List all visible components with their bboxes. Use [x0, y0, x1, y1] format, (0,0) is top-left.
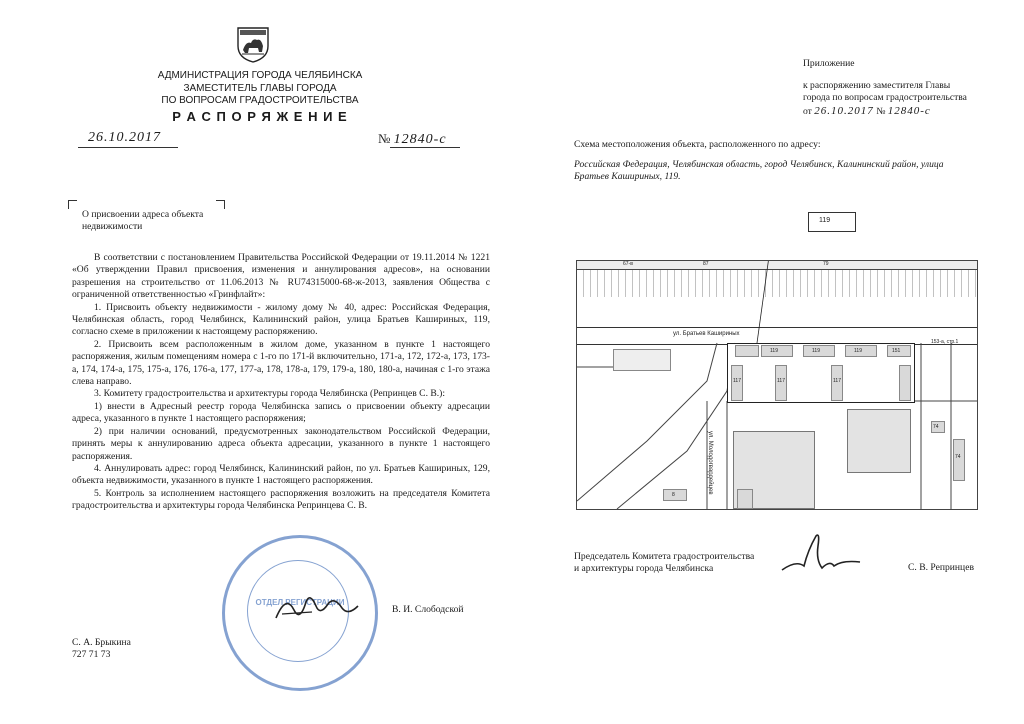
street-label-kashirinykh: ул. Братьев Кашириных [673, 331, 740, 337]
order-date: 26.10.2017 [88, 130, 161, 145]
building-74b: 74 [953, 439, 965, 481]
paragraph-item-3-1: 1) внести в Адресный реестр города Челябинска запись о присвоении объекту адресации адреса, указанного в пункте 1 настоящего распоряжения; [72, 400, 490, 425]
gray-block-3 [613, 349, 671, 371]
subject-bracket [68, 200, 77, 209]
date-underline [78, 147, 178, 148]
building-119a: 119 [761, 345, 793, 357]
header-line-1: АДМИНИСТРАЦИЯ ГОРОДА ЧЕЛЯБИНСКА [157, 70, 363, 81]
building-151: 151 [887, 345, 911, 357]
executor-block [72, 637, 131, 662]
building-110 [735, 345, 759, 357]
building-117a: 117 [731, 365, 743, 401]
paragraph-item-3: 3. Комитету градостроительства и архитектуры города Челябинска (Репринцев С. В.): [94, 388, 446, 400]
chair-line-2: и архитектуры города Челябинска [574, 563, 714, 575]
building-117c: 117 [831, 365, 843, 401]
appendix-ref-line-3 [803, 105, 1003, 118]
chair-line-1: Председатель Комитета градостроительства [574, 551, 755, 562]
coat-of-arms-icon [236, 24, 270, 64]
signature-image [272, 588, 362, 628]
building-74a: 74 [931, 421, 945, 433]
map-callout-label: 119 [819, 217, 831, 224]
appendix-ref [803, 80, 1003, 118]
map-label-87: 87 [703, 261, 709, 267]
number-sign: № [378, 131, 391, 146]
map-callout [808, 212, 856, 232]
header-block [120, 70, 400, 123]
object-address [574, 159, 984, 184]
map-label-67v: 67-в [623, 261, 633, 267]
stamp-text: ОТДЕЛ РЕГИСТРАЦИИ [255, 598, 345, 607]
building-119c: 119 [845, 345, 877, 357]
appendix-ref-line-1: к распоряжению заместителя Главы [803, 80, 951, 91]
number-underline [390, 147, 460, 148]
signer-name: В. И. Слободской [392, 604, 464, 615]
subject-bracket-right [216, 200, 225, 209]
subject [82, 209, 262, 234]
street-label-molodogvardeytsev: ул. Молодогвардейцев [707, 431, 713, 495]
executor-phone: 727 71 73 [72, 649, 111, 661]
gray-block-2 [847, 409, 911, 473]
building-small [737, 489, 753, 509]
building-117b: 117 [775, 365, 787, 401]
appendix-page [512, 0, 1024, 724]
document-title: Р А С П О Р Я Ж Е Н И Е [172, 108, 348, 124]
appendix-number-sign: № [876, 105, 886, 117]
paragraph-item-1: 1. Присвоить объекту недвижимости - жилому дому № 40, адрес: Российская Федерация, Челябинская область, город Челябинск, Калининский район, улица Братьев Кашириных, 119, согласно схеме в приложении к настоящему распоряжению. [72, 301, 490, 338]
paragraph-preamble: В соответствии с постановлением Правительства Российской Федерации от 19.11.2014 № 1221 «Об утверждении Правил присвоения, изменения и аннулирования адресов», на основании разрешения на строительство от 11.06.2013 № RU74315000-68-ж-2013, заявления Общества с ограниченной ответственностью «Гринфлайт»: [72, 252, 490, 301]
scheme-title: Схема местоположения объекта, расположенного по адресу: [574, 139, 821, 150]
appendix-number: 12840-с [887, 104, 931, 117]
building-119b: 119 [803, 345, 835, 357]
order-body [72, 252, 490, 513]
building-109 [899, 365, 911, 401]
chair-name: С. В. Репринцев [908, 562, 974, 573]
paragraph-item-2: 2. Присвоить всем расположенным в жилом доме, указанном в пункте 1 настоящего распоряжения, жилым помещениям номера с 1-го по 171-й включительно, 171-а, 172, 172-а, 173, 173-а, 174, 174-а, 175, 175-а, 176, 176-а, 177, 177-а, 178, 178-а, 179, 179-а, 180, 180-а, начиная с 1-го этажа слева направо. [72, 338, 490, 388]
appendix-title: Приложение [803, 58, 855, 69]
appendix-date: 26.10.2017 [814, 104, 874, 117]
map-label-153a: 153-а, стр.1 [931, 339, 959, 345]
appendix-ref-line-2: города по вопросам градостроительства [803, 92, 967, 104]
subject-line-1: О присвоении адреса объекта [82, 209, 204, 220]
executor-name: С. А. Брыкина [72, 637, 131, 648]
paragraph-item-3-2: 2) при наличии оснований, предусмотренных законодательством Российской Федерации, принять меры к аннулированию адреса объекта адресации, указанного в пункте 1 настоящего распоряжения. [72, 425, 490, 462]
order-number-block [378, 131, 447, 148]
chair-signature-image [776, 530, 866, 580]
map-label-79: 79 [823, 261, 829, 267]
header-line-2: ЗАМЕСТИТЕЛЬ ГЛАВЫ ГОРОДА [183, 82, 337, 94]
building-8: 8 [663, 489, 687, 501]
header-line-3: ПО ВОПРОСАМ ГРАДОСТРОИТЕЛЬСТВА [161, 95, 359, 106]
subject-line-2: недвижимости [82, 221, 143, 233]
order-number: 12840-с [393, 132, 447, 147]
address-line-1: Российская Федерация, Челябинская область, город Челябинск, Калининский район, улица [574, 159, 944, 170]
paragraph-item-4: 4. Аннулировать адрес: город Челябинск, Калининский район, по ул. Братьев Кашириных, 129, объекта недвижимости, указанного в пункте 1 настоящего распоряжения. [72, 462, 490, 487]
paragraph-item-5: 5. Контроль за исполнением настоящего распоряжения возложить на председателя Комитета градостроительства и архитектуры города Челябинска Репринцева С. В. [72, 487, 490, 512]
appendix-from: от [803, 105, 812, 117]
location-map [576, 260, 978, 510]
address-line-2: Братьев Кашириных, 119. [574, 171, 681, 183]
